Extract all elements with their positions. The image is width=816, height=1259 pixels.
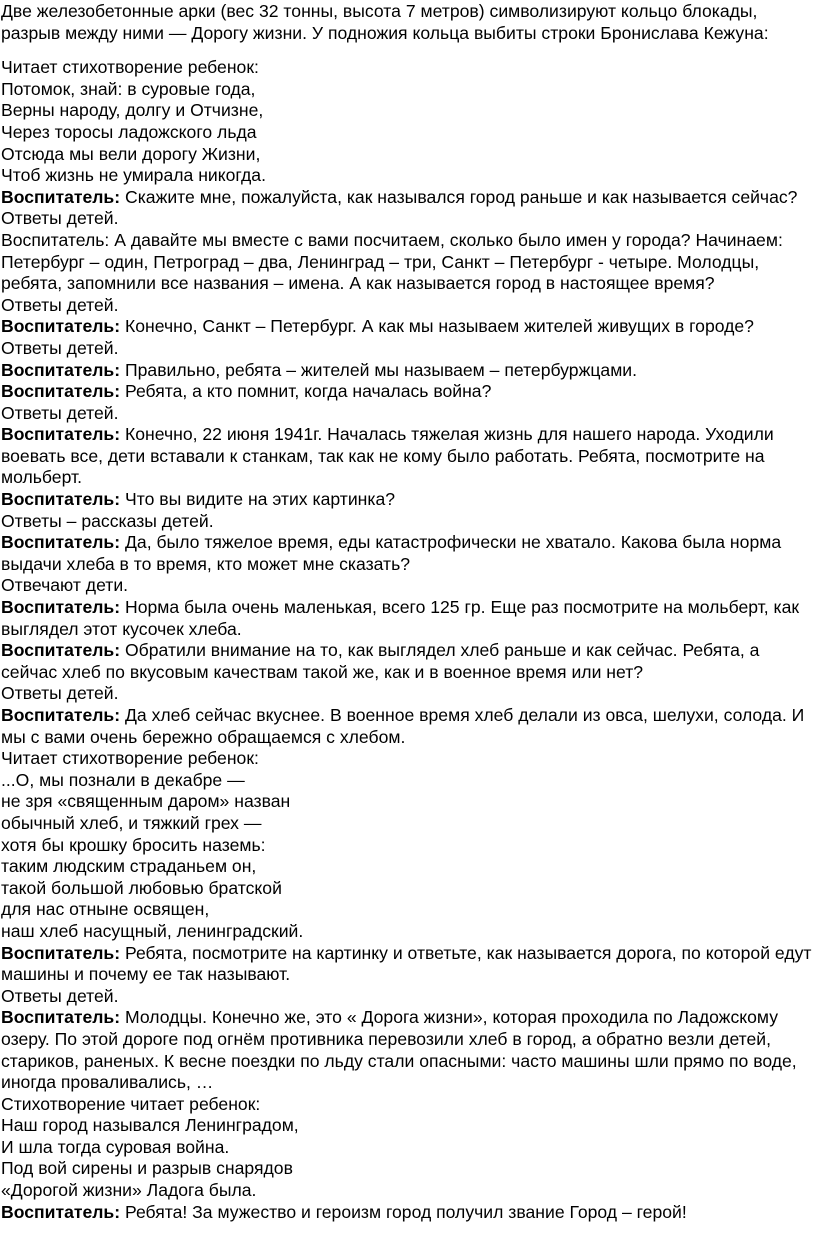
line-text: Конечно, 22 июня 1941г. Началась тяжелая жизнь для нашего народа. Уходили воевать все, дети вставали к станкам, так как не кому было работать. Ребята, посмотрите на мольберт. (1, 424, 774, 488)
line-text: Отвечают дети. (1, 575, 129, 596)
teacher-line (1, 943, 812, 986)
text-line (1, 1115, 812, 1137)
line-text: Молодцы. Конечно же, это « Дорога жизни», которая проходила по Ладожскому озеру. По этой дороге под огнём противника перевозили хлеб в город, а обратно везли детей, стариков, раненых. К весне поездки по льду стали опасными: часто машины шли прямо по воде, иногда проваливались, … (1, 1007, 797, 1093)
line-text: Воспитатель: А давайте мы вместе с вами посчитаем, сколько было имен у города? Начинаем: Петербург – один, Петроград – два, Ленинград – три, Санкт – Петербург - четыре. Молодцы, ребята, запомнили все названия – имена. А как называется город в настоящее время? (1, 229, 783, 294)
line-text: Отсюда мы вели дорогу Жизни, (1, 143, 261, 164)
speaker-label: Воспитатель: (1, 489, 121, 510)
line-text: И шла тогда суровая война. (1, 1136, 230, 1157)
text-line (1, 683, 812, 705)
line-text: Чтоб жизнь не умирала никогда. (1, 165, 266, 186)
line-text: Наш город назывался Ленинградом, (1, 1115, 299, 1136)
line-text: Ответы – рассказы детей. (1, 510, 214, 531)
line-text: Норма была очень маленькая, всего 125 гр. Еще раз посмотрите на мольберт, как выглядел этот кусочек хлеба. (1, 597, 800, 639)
line-text: Правильно, ребята – жителей мы называем – петербуржцами. (120, 359, 638, 380)
line-text: Читает стихотворение ребенок: (1, 748, 259, 769)
text-line (1, 748, 812, 770)
speaker-label: Воспитатель: (1, 359, 121, 380)
line-text: Потомок, знай: в суровые года, (1, 78, 256, 99)
line-text: наш хлеб насущный, ленинградский. (1, 920, 304, 941)
text-line (1, 878, 812, 900)
line-text: Под вой сирены и разрыв снарядов (1, 1158, 293, 1179)
text-line (1, 921, 812, 943)
speaker-label: Воспитатель: (1, 942, 121, 963)
speaker-label: Воспитатель: (1, 705, 121, 725)
line-text: «Дорогой жизни» Ладога была. (1, 1180, 257, 1201)
text-line (1, 403, 812, 425)
line-text: Ответы детей. (1, 683, 119, 704)
line-text: Стихотворение читает ребенок: (1, 1093, 261, 1114)
speaker-label: Воспитатель: (1, 597, 121, 618)
line-text: Читает стихотворение ребенок: (1, 57, 259, 78)
text-line (1, 100, 812, 122)
line-text: Да хлеб сейчас вкуснее. В военное время хлеб делали из овса, шелухи, солода. И мы с вами очень бережно обращаемся с хлебом. (1, 705, 805, 747)
line-text: Ответы детей. (1, 294, 119, 315)
text-line (1, 230, 812, 295)
document-body (1, 57, 812, 1223)
speaker-label: Воспитатель: (1, 424, 121, 445)
text-line (1, 575, 812, 597)
text-line (1, 813, 812, 835)
line-text: Ответы детей. (1, 208, 119, 229)
text-line (1, 899, 812, 921)
line-text: Ребята! За мужество и героизм город получил звание Город – герой! (120, 1201, 687, 1222)
line-text: для нас отныне освящен, (1, 899, 210, 920)
intro-paragraph: Две железобетонные арки (вес 32 тонны, высота 7 метров) символизируют кольцо блокады, разрыв между ними — Дорогу жизни. У подножия кольца выбиты строки Бронислава Кежуна: (1, 1, 769, 43)
teacher-line (1, 1007, 812, 1093)
text-line (1, 511, 812, 533)
speaker-label: Воспитатель: (1, 1201, 121, 1222)
line-text: ...О, мы познали в декабре — (1, 769, 245, 790)
text-line (1, 122, 812, 144)
line-text: не зря «священным даром» назван (1, 791, 291, 812)
teacher-line (1, 640, 812, 683)
text-line (1, 57, 812, 79)
text-line (1, 986, 812, 1008)
text-line (1, 144, 812, 166)
line-text: Ответы детей. (1, 985, 119, 1006)
line-text: такой большой любовью братской (1, 877, 282, 898)
text-line (1, 1137, 812, 1159)
teacher-line (1, 187, 812, 209)
text-line (1, 856, 812, 878)
text-line (1, 1094, 812, 1116)
text-line (1, 165, 812, 187)
line-text: Ответы детей. (1, 337, 119, 358)
line-text: Через торосы ладожского льда (1, 121, 257, 142)
speaker-label: Воспитатель: (1, 532, 121, 553)
line-text: Конечно, Санкт – Петербург. А как мы называем жителей живущих в городе? (120, 316, 754, 337)
line-text: Верны народу, долгу и Отчизне, (1, 100, 264, 121)
text-line (1, 1158, 812, 1180)
line-text: хотя бы крошку бросить наземь: (1, 834, 266, 855)
line-text: Что вы видите на этих картинка? (120, 489, 396, 510)
teacher-line (1, 532, 812, 575)
text-line (1, 835, 812, 857)
speaker-label: Воспитатель: (1, 381, 121, 402)
line-text: Да, было тяжелое время, еды катастрофически не хватало. Какова была норма выдачи хлеба в то время, кто может мне сказать? (1, 532, 782, 574)
line-text: Ребята, посмотрите на картинку и ответьте, как называется дорога, по которой едут машины и почему ее так называют. (1, 942, 812, 985)
line-text: обычный хлеб, и тяжкий грех — (1, 812, 262, 833)
text-line (1, 338, 812, 360)
teacher-line (1, 316, 812, 338)
line-text: Обратили внимание на то, как выглядел хлеб раньше и как сейчас. Ребята, а сейчас хлеб по вкусовым качествам такой же, как и в военное время или нет? (1, 640, 760, 682)
teacher-line (1, 489, 812, 511)
teacher-line (1, 360, 812, 382)
text-line (1, 770, 812, 792)
text-line (1, 208, 812, 230)
speaker-label: Воспитатель: (1, 186, 121, 207)
text-line (1, 791, 812, 813)
text-line (1, 79, 812, 101)
line-text: Ответы детей. (1, 402, 119, 423)
text-line (1, 1180, 812, 1202)
line-text: Ребята, а кто помнит, когда началась война? (120, 381, 492, 402)
teacher-line (1, 1202, 812, 1224)
teacher-line (1, 424, 812, 489)
speaker-label: Воспитатель: (1, 640, 121, 661)
speaker-label: Воспитатель: (1, 1007, 121, 1028)
teacher-line (1, 597, 812, 640)
teacher-line (1, 705, 812, 748)
text-line (1, 295, 812, 317)
teacher-line (1, 381, 812, 403)
line-text: таким людским страданьем он, (1, 856, 257, 877)
line-text: Скажите мне, пожалуйста, как назывался город раньше и как называется сейчас? (120, 186, 798, 207)
speaker-label: Воспитатель: (1, 316, 121, 337)
